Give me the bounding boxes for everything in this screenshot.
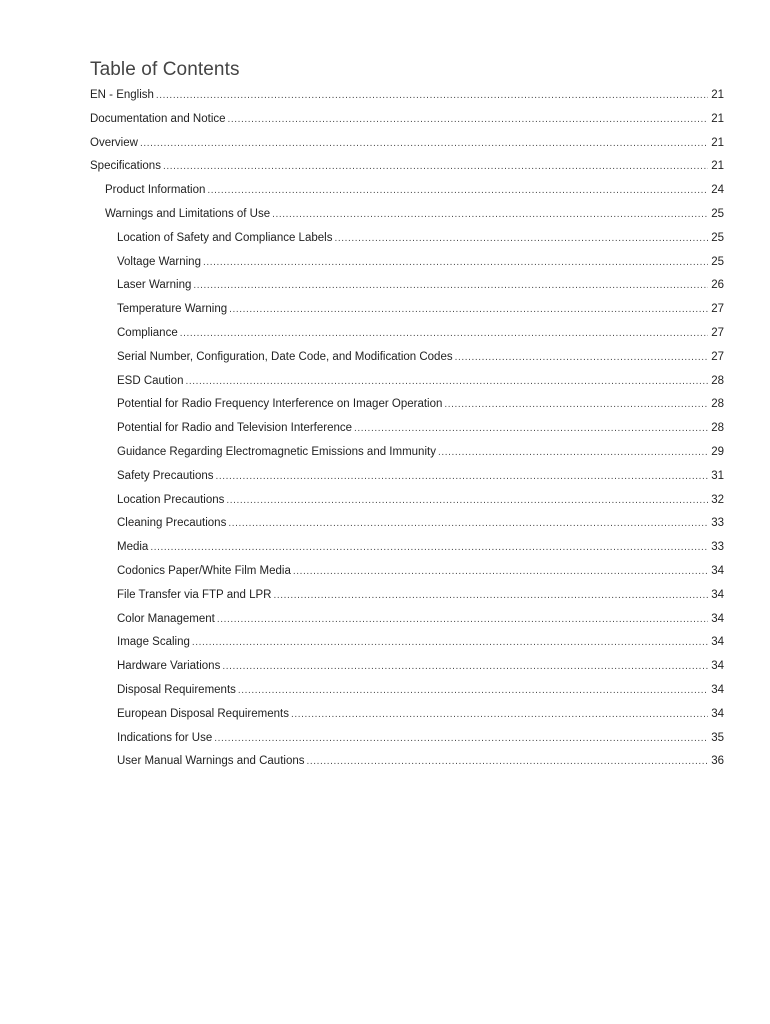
toc-entry[interactable] xyxy=(90,445,724,469)
toc-entry-page-number: 21 xyxy=(711,89,724,101)
toc-entry-label: Documentation and Notice xyxy=(90,112,226,125)
toc-entry[interactable] xyxy=(90,421,724,445)
toc-entry[interactable] xyxy=(90,516,724,540)
toc-entry[interactable] xyxy=(90,469,724,493)
toc-entry[interactable] xyxy=(90,207,724,231)
toc-entry-page-number: 24 xyxy=(711,184,724,197)
toc-entry-label: Warnings and Limitations of Use xyxy=(105,207,271,220)
toc-entry-page-number: 27 xyxy=(711,350,724,363)
toc-dot-leader xyxy=(334,232,708,246)
toc-entry[interactable] xyxy=(90,683,724,707)
toc-entry-label: Indications for Use xyxy=(117,731,213,744)
toc-dot-leader xyxy=(291,708,708,722)
toc-entry-page-number: 28 xyxy=(711,422,724,435)
toc-entry-page-number: 35 xyxy=(711,731,724,744)
toc-entry[interactable] xyxy=(90,659,724,683)
toc-entry[interactable] xyxy=(90,635,724,659)
toc-entry[interactable] xyxy=(90,112,724,136)
toc-dot-leader xyxy=(214,732,708,746)
toc-dot-leader xyxy=(193,279,708,293)
toc-dot-leader xyxy=(438,446,708,460)
toc-dot-leader xyxy=(293,565,708,579)
toc-entry-label: File Transfer via FTP and LPR xyxy=(117,588,272,601)
toc-entry[interactable] xyxy=(90,231,724,255)
toc-dot-leader xyxy=(273,589,708,603)
toc-entry[interactable] xyxy=(90,374,724,398)
toc-entry[interactable] xyxy=(90,754,724,778)
toc-entry-label: Image Scaling xyxy=(117,636,190,649)
toc-entry-label: Safety Precautions xyxy=(117,469,214,482)
toc-entry-page-number: 34 xyxy=(711,588,724,601)
toc-dot-leader xyxy=(150,541,708,555)
toc-entry-label: Potential for Radio Frequency Interference on Imager Operation xyxy=(117,398,443,411)
toc-entry-label: Guidance Regarding Electromagnetic Emissions and Immunity xyxy=(117,445,436,458)
toc-entry[interactable] xyxy=(90,612,724,636)
toc-entry-page-number: 27 xyxy=(711,303,724,316)
toc-entry[interactable] xyxy=(90,183,724,207)
toc-entry[interactable] xyxy=(90,350,724,374)
toc-dot-leader xyxy=(140,137,708,151)
toc-entry-page-number: 27 xyxy=(711,326,724,339)
toc-dot-leader xyxy=(192,636,708,650)
toc-entry[interactable] xyxy=(90,302,724,326)
toc-entry-page-number: 33 xyxy=(711,517,724,530)
toc-entry-page-number: 34 xyxy=(711,660,724,673)
toc-entry-page-number: 33 xyxy=(711,541,724,554)
toc-entry-page-number: 36 xyxy=(711,755,724,768)
toc-dot-leader xyxy=(354,422,708,436)
toc-list xyxy=(90,88,724,778)
toc-entry[interactable] xyxy=(90,540,724,564)
toc-dot-leader xyxy=(180,327,708,341)
toc-entry-label: Cleaning Precautions xyxy=(117,517,227,530)
toc-entry-label: Codonics Paper/White Film Media xyxy=(117,564,291,577)
toc-entry-label: Color Management xyxy=(117,612,215,625)
toc-dot-leader xyxy=(229,303,708,317)
toc-dot-leader xyxy=(207,184,708,198)
toc-entry[interactable] xyxy=(90,88,724,112)
toc-entry[interactable] xyxy=(90,136,724,160)
toc-entry[interactable] xyxy=(90,731,724,755)
toc-entry-label: Voltage Warning xyxy=(117,255,201,268)
toc-entry-label: European Disposal Requirements xyxy=(117,707,289,720)
toc-entry[interactable] xyxy=(90,326,724,350)
toc-dot-leader xyxy=(203,256,708,270)
toc-entry-page-number: 34 xyxy=(711,683,724,696)
toc-dot-leader xyxy=(455,351,709,365)
toc-entry[interactable] xyxy=(90,278,724,302)
toc-entry-page-number: 28 xyxy=(711,374,724,387)
toc-entry[interactable] xyxy=(90,588,724,612)
toc-dot-leader xyxy=(307,755,709,769)
toc-entry[interactable] xyxy=(90,397,724,421)
toc-entry-label: EN - English xyxy=(90,89,154,101)
toc-dot-leader xyxy=(444,398,708,412)
toc-entry-page-number: 34 xyxy=(711,636,724,649)
toc-entry-label: Media xyxy=(117,541,149,554)
toc-entry[interactable] xyxy=(90,255,724,279)
toc-dot-leader xyxy=(228,113,709,127)
toc-dot-leader xyxy=(216,470,709,484)
toc-entry-label: Laser Warning xyxy=(117,279,192,292)
toc-entry-page-number: 32 xyxy=(711,493,724,506)
toc-dot-leader xyxy=(185,375,708,389)
toc-entry-label: Disposal Requirements xyxy=(117,683,236,696)
toc-entry-page-number: 29 xyxy=(711,445,724,458)
toc-dot-leader xyxy=(217,613,708,627)
toc-entry-label: Location Precautions xyxy=(117,493,225,506)
toc-dot-leader xyxy=(222,660,708,674)
toc-entry-page-number: 34 xyxy=(711,564,724,577)
toc-entry-label: User Manual Warnings and Cautions xyxy=(117,755,305,768)
toc-entry-label: Serial Number, Configuration, Date Code, and Modification Codes xyxy=(117,350,453,363)
toc-dot-leader xyxy=(163,160,708,174)
toc-entry-page-number: 21 xyxy=(711,160,724,173)
toc-entry-label: ESD Caution xyxy=(117,374,184,387)
toc-entry-label: Compliance xyxy=(117,326,178,339)
toc-entry-page-number: 21 xyxy=(711,136,724,149)
toc-dot-leader xyxy=(156,89,708,103)
toc-entry-page-number: 34 xyxy=(711,612,724,625)
toc-entry-page-number: 34 xyxy=(711,707,724,720)
toc-dot-leader xyxy=(228,517,708,531)
toc-entry-label: Temperature Warning xyxy=(117,303,228,316)
toc-entry-page-number: 31 xyxy=(711,469,724,482)
toc-entry[interactable] xyxy=(90,707,724,731)
toc-entry-page-number: 25 xyxy=(711,231,724,244)
toc-entry-page-number: 26 xyxy=(711,279,724,292)
toc-entry[interactable] xyxy=(90,564,724,588)
toc-entry-label: Overview xyxy=(90,136,138,149)
toc-entry-page-number: 21 xyxy=(711,112,724,125)
toc-entry[interactable] xyxy=(90,493,724,517)
toc-entry-label: Product Information xyxy=(105,184,206,197)
toc-entry[interactable] xyxy=(90,159,724,183)
toc-dot-leader xyxy=(226,494,708,508)
document-page xyxy=(90,58,724,778)
toc-entry-label: Specifications xyxy=(90,160,161,173)
toc-entry-page-number: 28 xyxy=(711,398,724,411)
toc-dot-leader xyxy=(272,208,708,222)
toc-title: Table of Contents xyxy=(90,59,240,80)
toc-entry-page-number: 25 xyxy=(711,255,724,268)
toc-entry-label: Potential for Radio and Television Interference xyxy=(117,422,353,435)
toc-entry-label: Location of Safety and Compliance Labels xyxy=(117,231,333,244)
toc-dot-leader xyxy=(238,684,708,698)
toc-entry-label: Hardware Variations xyxy=(117,660,221,673)
toc-entry-page-number: 25 xyxy=(711,207,724,220)
